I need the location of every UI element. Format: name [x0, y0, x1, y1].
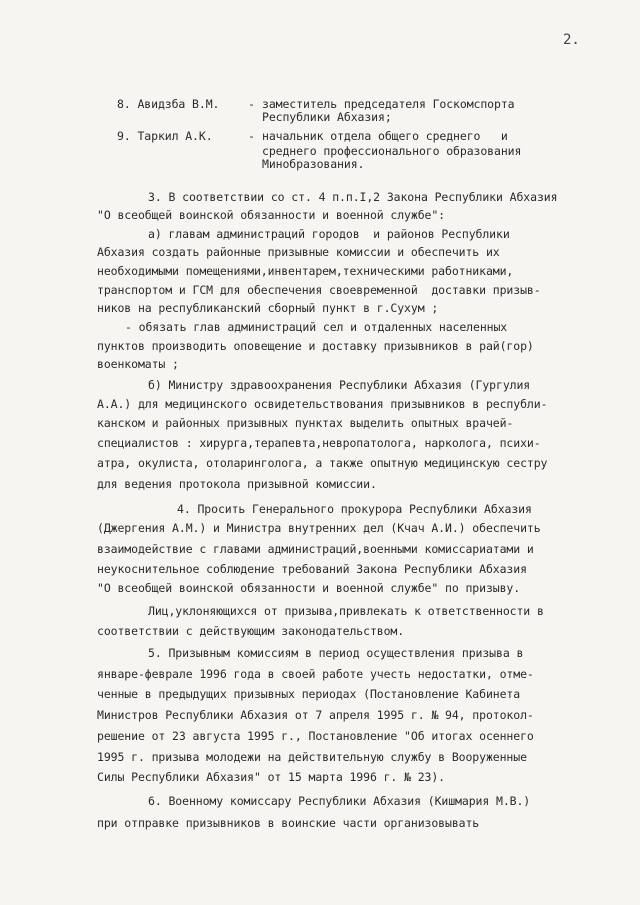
body-line: решение от 23 августа 1995 г., Постановление "Об итогах осеннего [97, 729, 534, 743]
body-line: для ведения протокола призывной комиссии. [97, 477, 377, 491]
body-line: 3. В соответствии со ст. 4 п.п.I,2 Закона Республики Абхазия [148, 190, 558, 204]
body-line: 5. Призывным комиссиям в период осуществления призыва в [148, 646, 524, 660]
body-line: военкоматы ; [97, 357, 179, 371]
body-line: январе-феврале 1996 года в своей работе учесть недостатки, отме- [97, 667, 534, 681]
list-item-8-line-1: заместитель председателя Госкомспорта [262, 97, 515, 111]
body-line: (Джергения А.М.) и Министра внутренних дел (Кчач А.И.) обеспечить [97, 521, 541, 535]
list-item-9-line-2: среднего профессионального образования [262, 144, 522, 158]
body-line: "О всеобщей воинской обязанности и военной службе": [97, 208, 446, 222]
body-line: неукоснительное соблюдение требований Закона Республики Абхазия [97, 562, 527, 576]
body-line: - обязать глав администраций сел и отдаленных населенных [125, 320, 508, 334]
body-line: 1995 г. призыва молодежи на действительную службу в Вооруженные [97, 750, 527, 764]
body-line: канском и районных призывных пунктах выделить опытных врачей- [97, 416, 514, 430]
body-line: Министров Республики Абхазия от 7 апреля 1995 г. № 94, протокол- [97, 708, 534, 722]
body-line: А.А.) для медицинского освидетельствования призывников в республи- [97, 397, 548, 411]
page-number: 2. [563, 32, 580, 48]
list-item-9-dash: - [248, 129, 255, 143]
list-item-8-dash: - [248, 97, 255, 111]
body-line: ников на республиканский сборный пункт в г.Сухум ; [97, 301, 439, 315]
list-item-9-name: 9. Таркил А.К. [117, 129, 213, 143]
body-line: транспортом и ГСМ для обеспечения своевременной доставки призыв- [97, 283, 541, 297]
body-line: атра, окулиста, отоларинголога, а также опытную медицинскую сестру [97, 456, 548, 470]
list-item-9-line-3: Минобразования. [262, 157, 365, 171]
body-line: Силы Республики Абхазия" от 15 марта 1996 г. № 23). [97, 770, 446, 784]
body-line: при отправке призывников в воинские части организовывать [97, 816, 480, 830]
body-line: б) Министру здравоохранения Республики Абхазия (Гургулия [148, 378, 531, 392]
body-line: взаимодействие с главами администраций,военными комиссариатами и [97, 542, 534, 556]
body-line: специалистов : хирурга,терапевта,невропатолога, нарколога, психи- [97, 436, 541, 450]
body-line: пунктов производить оповещение и доставку призывников в рай(гор) [97, 339, 534, 353]
list-item-8-name: 8. Авидзба В.М. [117, 97, 220, 111]
body-line: Лиц,уклоняющихся от призыва,привлекать к ответственности в [148, 604, 544, 618]
body-line: 6. Военному комиссару Республики Абхазия (Кишмария М.В.) [148, 794, 531, 808]
body-line: "О всеобщей воинской обязанности и военной службе" по призыву. [97, 581, 521, 595]
body-line: соответствии с действующим законодательством. [97, 624, 405, 638]
body-line: 4. Просить Генерального прокурора Республики Абхазия [177, 502, 532, 516]
body-line: необходимыми помещениями,инвентарем,техническими работниками, [97, 264, 514, 278]
list-item-9-line-1: начальник отдела общего среднего и [262, 129, 508, 143]
body-line: ченные в предыдущих призывных периодах (Постановление Кабинета [97, 687, 521, 701]
body-line: Абхазия создать районные призывные комиссии и обеспечить их [97, 245, 500, 259]
list-item-8-line-2: Республики Абхазия; [262, 110, 392, 124]
body-line: а) главам администраций городов и районов Республики [148, 227, 510, 241]
